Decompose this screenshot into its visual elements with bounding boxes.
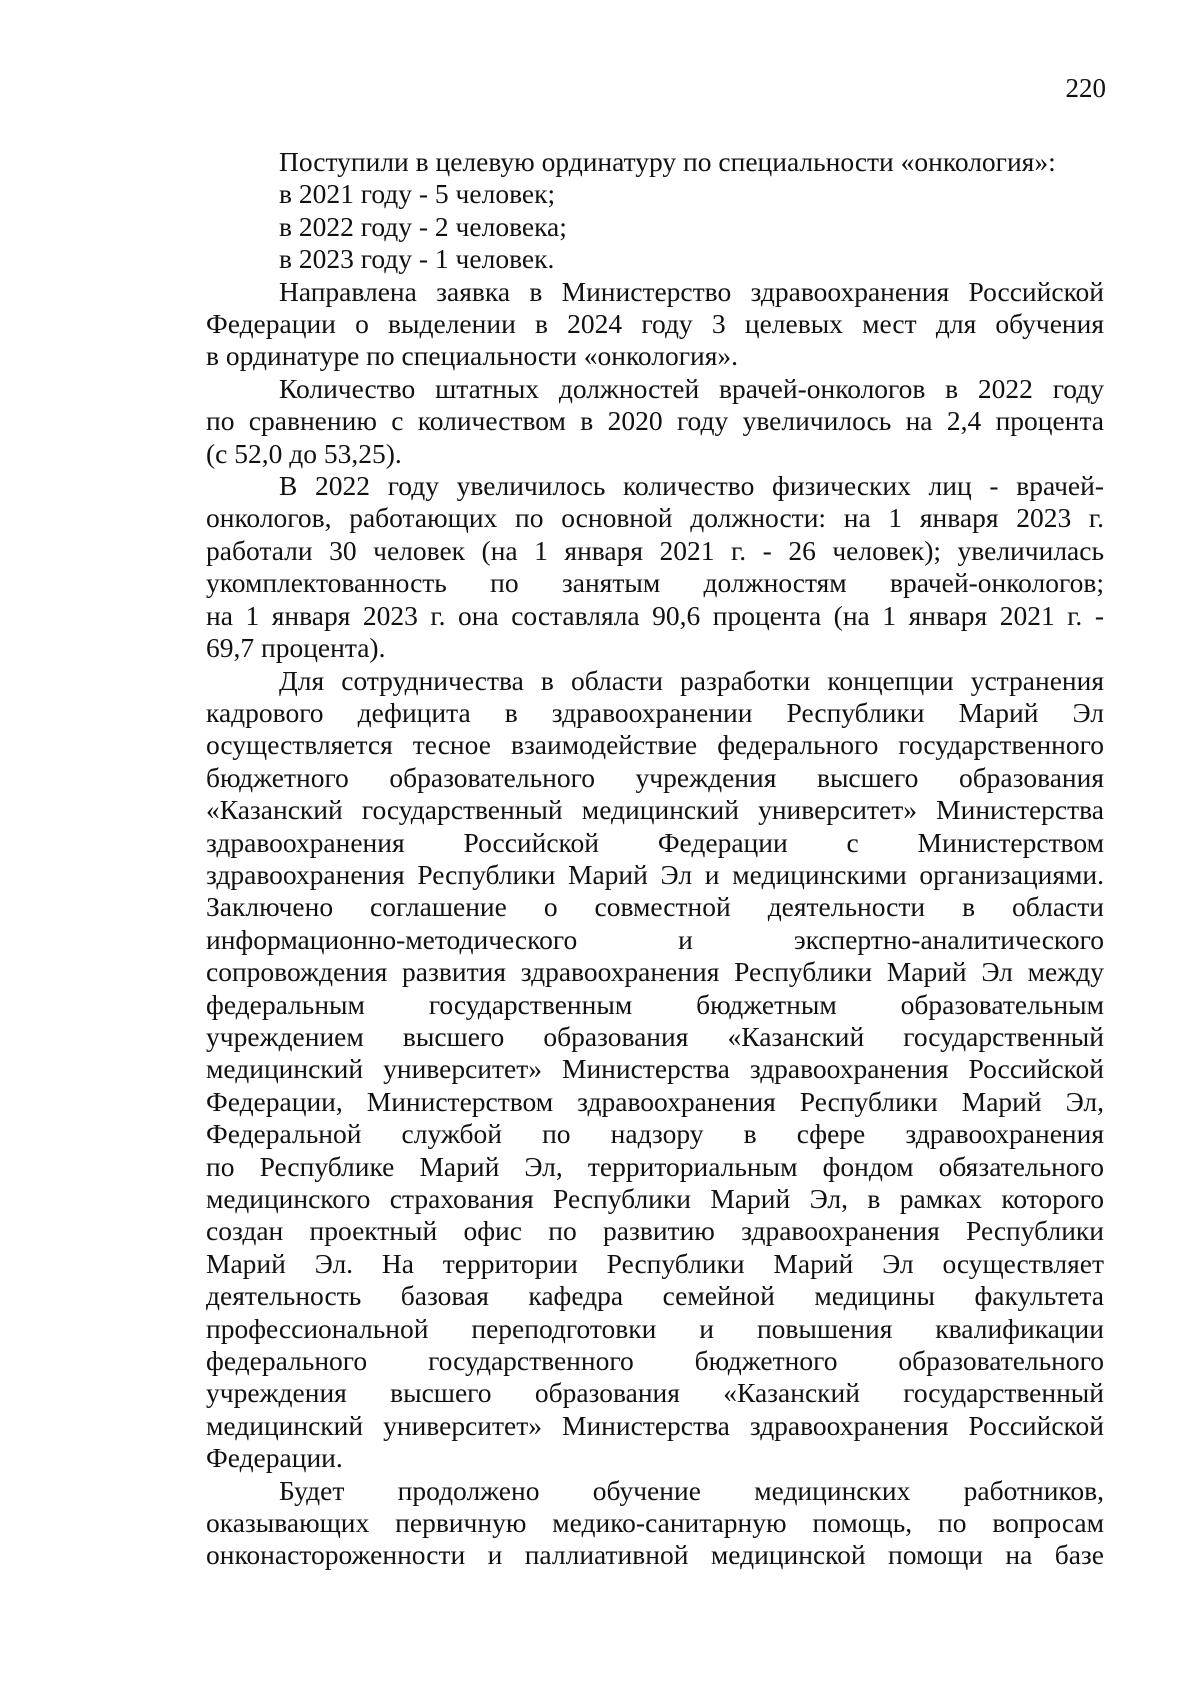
paragraph (206, 243, 1104, 275)
document-body (206, 146, 1104, 1572)
text-line: в ординатуре по специальности «онкология». (206, 340, 739, 372)
paragraph (206, 211, 1104, 243)
text-line: по Республике Марий Эл, территориальным фондом обязательного (206, 1150, 1104, 1182)
text-line: Направлена заявка в Министерство здравоохранения Российской (279, 275, 1104, 307)
text-line: Федерации, Министерством здравоохранения Республики Марий Эл, (206, 1085, 1104, 1117)
paragraph (206, 1475, 1104, 1572)
text-line: Федерации. (206, 1442, 343, 1474)
text-line: здравоохранения Республики Марий Эл и медицинскими организациями. (206, 858, 1104, 890)
paragraph (206, 146, 1104, 178)
text-line: здравоохранения Российской Федерации с Министерством (206, 826, 1104, 858)
text-line: «Казанский государственный медицинский университет» Министерства (206, 794, 1104, 826)
text-line: учреждением высшего образования «Казанский государственный (206, 1020, 1104, 1052)
text-line: В 2022 году увеличилось количество физических лиц - врачей- (279, 470, 1104, 502)
text-line: создан проектный офис по развитию здравоохранения Республики (206, 1215, 1104, 1247)
text-line: Заключено соглашение о совместной деятельности в области (206, 891, 1104, 923)
paragraph (206, 178, 1104, 210)
text-line: медицинский университет» Министерства здравоохранения Российской (206, 1409, 1104, 1441)
text-line: Марий Эл. На территории Республики Марий Эл осуществляет (206, 1247, 1104, 1279)
text-line: по сравнению с количеством в 2020 году увеличилось на 2,4 процента (206, 405, 1104, 437)
paragraph (206, 665, 1104, 1475)
text-line: медицинского страхования Республики Марий Эл, в рамках которого (206, 1183, 1104, 1214)
text-line: деятельность базовая кафедра семейной медицины факультета (206, 1280, 1104, 1312)
text-line: Поступили в целевую ординатуру по специальности «онкология»: (279, 146, 1056, 177)
text-line: Количество штатных должностей врачей-онкологов в 2022 году (279, 372, 1104, 404)
page-number: 220 (1065, 73, 1106, 103)
text-line: кадрового дефицита в здравоохранении Республики Марий Эл (206, 696, 1104, 728)
text-line: работали 30 человек (на 1 января 2021 г. - 26 человек); увеличилась (206, 534, 1104, 566)
text-line: Федерации о выделении в 2024 году 3 целевых мест для обучения (206, 308, 1104, 340)
text-line: бюджетного образовательного учреждения высшего образования (206, 761, 1104, 793)
paragraph (206, 276, 1104, 373)
text-line: федеральным государственным бюджетным образовательным (206, 988, 1104, 1020)
text-line: онконастороженности и паллиативной медицинской помощи на базе (206, 1539, 1104, 1571)
text-line: онкологов, работающих по основной должности: на 1 января 2023 г. (206, 502, 1104, 534)
text-line: в 2021 году - 5 человек; (279, 178, 556, 210)
text-line: учреждения высшего образования «Казанский государственный (206, 1377, 1104, 1409)
text-line: информационно-методического и экспертно-аналитического (206, 923, 1104, 955)
text-line: Для сотрудничества в области разработки концепции устранения (279, 664, 1104, 696)
paragraph (206, 373, 1104, 470)
text-line: Федеральной службой по надзору в сфере здравоохранения (206, 1118, 1104, 1150)
text-line: (с 52,0 до 53,25). (206, 437, 402, 469)
text-line: укомплектованность по занятым должностям врачей-онкологов; (206, 567, 1104, 599)
text-line: 69,7 процента). (206, 632, 386, 664)
text-line: медицинский университет» Министерства здравоохранения Российской (206, 1053, 1104, 1085)
text-line: оказывающих первичную медико-санитарную помощь, по вопросам (206, 1507, 1104, 1539)
text-line: в 2023 году - 1 человек. (279, 243, 555, 275)
text-line: в 2022 году - 2 человека; (279, 210, 567, 242)
paragraph (206, 470, 1104, 664)
text-line: осуществляется тесное взаимодействие федерального государственного (206, 729, 1104, 761)
text-line: федерального государственного бюджетного образовательного (206, 1345, 1104, 1377)
text-line: профессиональной переподготовки и повышения квалификации (206, 1312, 1104, 1344)
text-line: сопровождения развития здравоохранения Республики Марий Эл между (206, 956, 1104, 988)
text-line: Будет продолжено обучение медицинских работников, (279, 1474, 1104, 1506)
text-line: на 1 января 2023 г. она составляла 90,6 процента (на 1 января 2021 г. - (206, 599, 1104, 631)
